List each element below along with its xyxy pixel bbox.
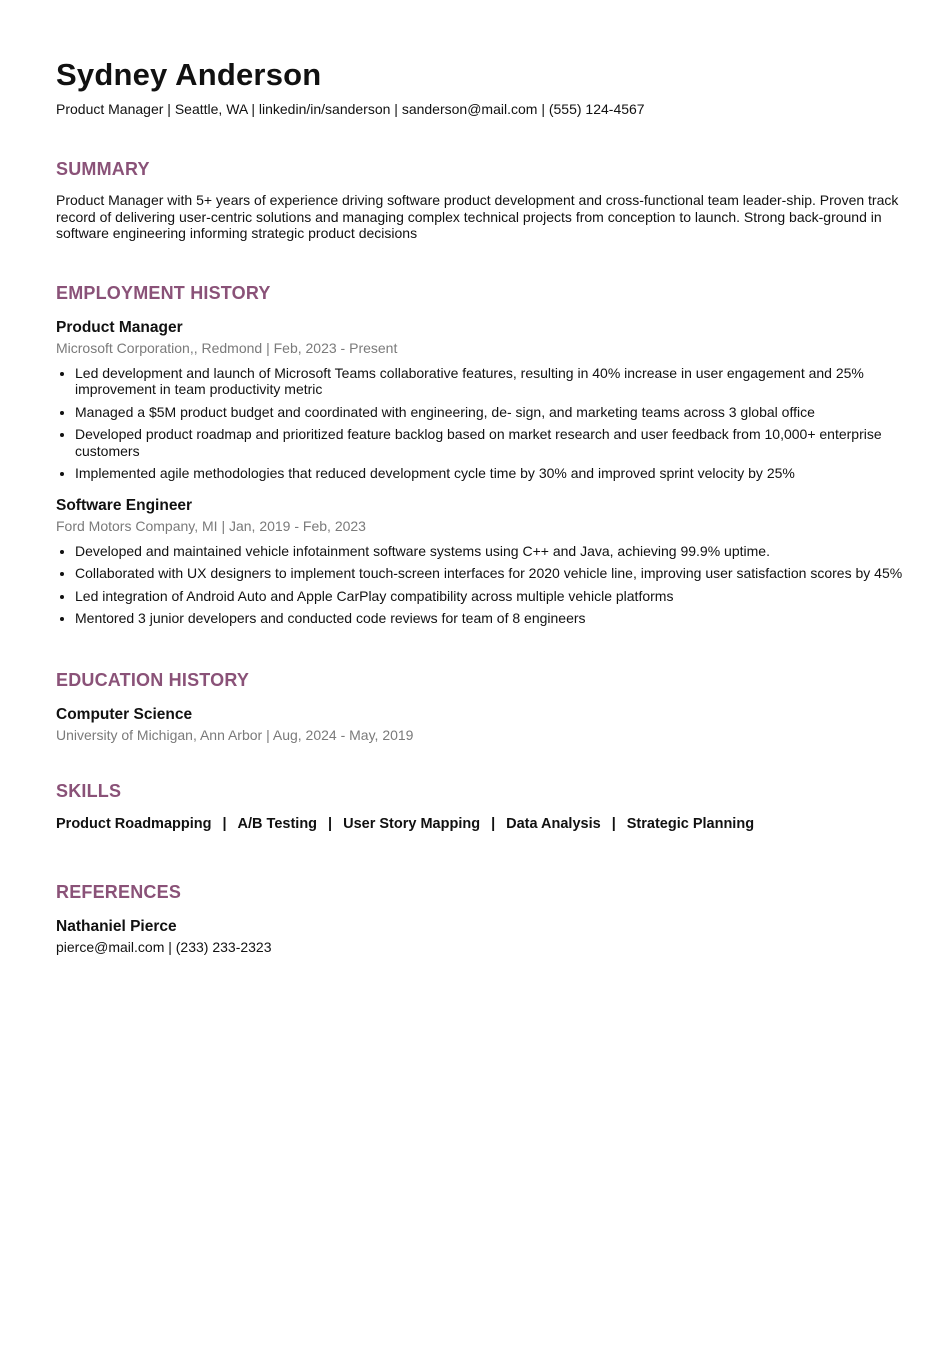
reference-contact: pierce@mail.com | (233) 233-2323 [56,938,272,955]
contact-separator: | [537,101,549,117]
education-degree: Computer Science [56,705,193,723]
job-bullets [56,543,916,627]
contact-line [56,100,916,118]
skill-item: Strategic Planning [626,815,755,832]
contact-separator: | [247,101,259,117]
job-entry [56,496,916,627]
contact-separator: | [390,101,402,117]
job-bullets [56,365,916,482]
job-bullet: • Managed a $5M product budget and coordinated with engineering, de- sign, and marketing teams across 3 global office [75,404,916,421]
contact-linkedin[interactable]: linkedin/in/sanderson [258,101,391,117]
contact-separator: | [163,101,175,117]
skill-item: A/B Testing [237,815,318,832]
references-heading: REFERENCES [56,881,182,902]
employment-heading: EMPLOYMENT HISTORY [56,282,271,303]
job-bullet: • Led development and launch of Microsoft Teams collaborative features, resulting in 40% increase in user engagement and 25% improvement in team productivity metric [75,365,916,398]
job-bullet: • Led integration of Android Auto and Apple CarPlay compatibility across multiple vehicle platforms [75,588,916,605]
contact-phone: (555) 124-4567 [548,101,645,117]
job-entry [56,318,916,482]
job-bullet: • Mentored 3 junior developers and conducted code reviews for team of 8 engineers [75,610,916,627]
summary-heading: SUMMARY [56,159,150,179]
job-title: Software Engineer [56,496,193,514]
education-heading: EDUCATION HISTORY [56,669,250,690]
skill-separator: | [491,815,496,832]
skills-list [56,815,916,833]
contact-role: Product Manager [56,101,164,117]
job-title: Product Manager [56,318,183,336]
skill-separator: | [328,815,333,832]
skills-heading: SKILLS [56,780,122,801]
reference-entry [56,917,916,956]
job-meta: Ford Motors Company, MI | Jan, 2019 - Feb, 2023 [56,517,366,534]
reference-name: Nathaniel Pierce [56,917,177,935]
job-bullet: • Collaborated with UX designers to implement touch-screen interfaces for 2020 vehicle line, improving user satisfaction scores by 45% [75,565,916,582]
job-bullet: • Implemented agile methodologies that reduced development cycle time by 30% and improved sprint velocity by 25% [75,465,916,482]
skill-item: Data Analysis [506,815,601,832]
candidate-name: Sydney Anderson [56,57,322,92]
skill-item: Product Roadmapping [56,815,212,832]
skill-separator: | [611,815,616,832]
skill-item: User Story Mapping [343,815,481,832]
education-meta: University of Michigan, Ann Arbor | Aug, 2024 - May, 2019 [56,726,414,743]
skill-separator: | [222,815,227,832]
contact-email[interactable]: sanderson@mail.com [401,101,538,117]
contact-location: Seattle, WA [174,101,248,117]
job-bullet: • Developed product roadmap and prioritized feature backlog based on market research and user feedback from 10,000+ enterprise customers [75,426,916,459]
job-bullet: • Developed and maintained vehicle infotainment software systems using C++ and Java, achieving 99.9% uptime. [75,543,916,560]
job-meta: Microsoft Corporation,, Redmond | Feb, 2023 - Present [56,339,398,356]
summary-text: Product Manager with 5+ years of experience driving software product development and cross-functional team leader-ship. Proven track record of delivering user-centric solutions and managing complex technical projects from conception to launch. Strong back-ground in software engineering informing strategic product decisions [56,192,899,241]
education-entry [56,705,916,744]
